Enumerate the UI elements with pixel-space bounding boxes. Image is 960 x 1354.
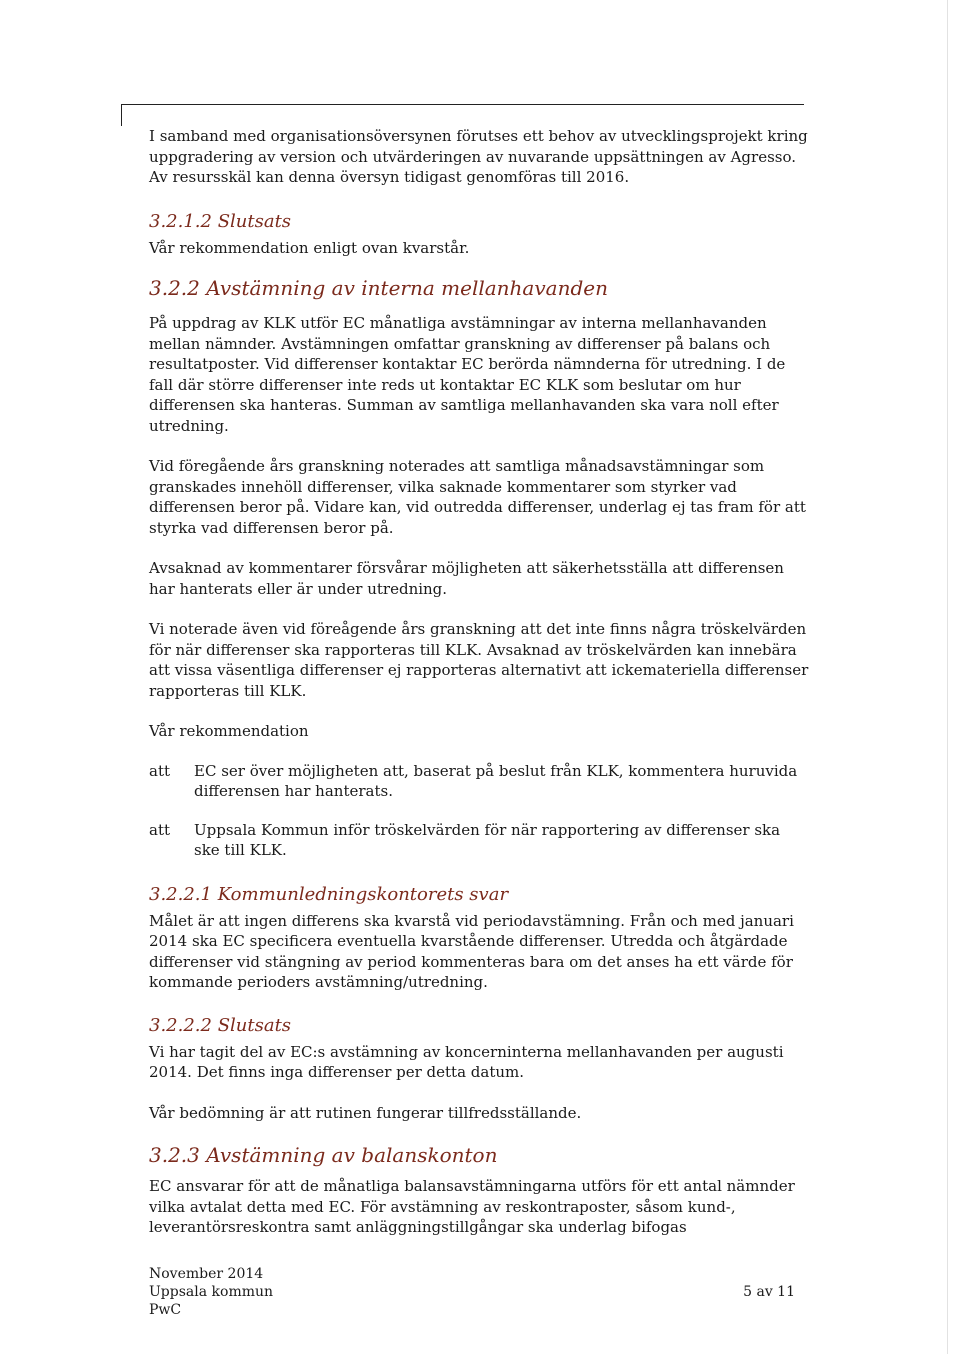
document-body bbox=[149, 126, 809, 1238]
recommendation-item bbox=[149, 820, 809, 861]
paragraph-avsaknad: Avsaknad av kommentarer försvårar möjligheten att säkerhetsställa att differensen har hanterats eller är under utredning. bbox=[149, 559, 784, 598]
paragraph-ec-avstamning: Vi har tagit del av EC:s avstämning av koncerninterna mellanhavanden per augusti 2014. Det finns inga differenser per detta datum. bbox=[149, 1042, 784, 1081]
page-footer bbox=[149, 1265, 795, 1319]
heading-3-2-3: 3.2.3 Avstämning av balanskonton bbox=[149, 1143, 498, 1167]
paragraph-troskel: Vi noterade även vid föreågende års granskning att det inte finns några tröskelvärden för när differenser ska rapporteras till KLK. Avsaknad av tröskelvärden kan innebära att vissa väsentliga differenser ej rapporteras alternativt att ickemateriella differenser rapporteras till KLK. bbox=[149, 620, 809, 700]
scan-edge bbox=[947, 0, 948, 1354]
intro-paragraph: I samband med organisationsöversynen förutses ett behov av utvecklingsprojekt kring uppgradering av version och utvärderingen av nuvarande uppsättningen av Agresso. Av resursskäl kan denna översyn tidigast genomföras till 2016. bbox=[149, 127, 808, 186]
paragraph-uppdrag: På uppdrag av KLK utför EC månatliga avstämningar av interna mellanhavanden mellan nämnder. Avstämningen omfattar granskning av differenser på balans och resultatposter. Vid differenser kontaktar EC berörda nämnderna för utredning. I de fall där större differenser inte reds ut kontaktar EC KLK som beslutar om hur differensen ska hanteras. Summan av samtliga mellanhavanden ska vara noll efter utredning. bbox=[149, 314, 786, 435]
recommendation-text: EC ser över möjligheten att, baserat på beslut från KLK, kommentera huruvida differensen har hanterats. bbox=[194, 761, 798, 800]
heading-3-2-2-2: 3.2.2.2 Slutsats bbox=[149, 1014, 292, 1036]
footer-date: November 2014 bbox=[149, 1266, 264, 1282]
top-rule bbox=[121, 104, 804, 105]
recommendation-text: Uppsala Kommun inför tröskelvärden för när rapportering av differenser ska ske till KLK. bbox=[194, 820, 781, 859]
recommendation-lead: att bbox=[149, 761, 170, 780]
top-rule-corner bbox=[121, 104, 122, 126]
recommendation-item bbox=[149, 761, 809, 802]
recommendation-title: Vår rekommendation bbox=[149, 722, 309, 740]
recommendation-lead: att bbox=[149, 820, 170, 839]
paragraph-kommunledning: Målet är att ingen differens ska kvarstå vid periodavstämning. Från och med januari 2014 ska EC specificera eventuella kvarstående differenser. Utredda och åtgärdade differenser vid stängning av period kommenteras bara om det anses ha ett värde för kommande perioders avstämning/utredning. bbox=[149, 911, 794, 991]
slutsats-text: Vår rekommendation enligt ovan kvarstår. bbox=[149, 238, 470, 257]
heading-3-2-2-1: 3.2.2.1 Kommunledningskontorets svar bbox=[149, 883, 509, 905]
heading-3-2-1-2: 3.2.1.2 Slutsats bbox=[149, 210, 292, 232]
footer-firm: PwC bbox=[149, 1302, 182, 1318]
paragraph-bedomning: Vår bedömning är att rutinen fungerar tillfredsställande. bbox=[149, 1103, 582, 1122]
page-number: 5 av 11 bbox=[743, 1284, 795, 1300]
footer-org: Uppsala kommun bbox=[149, 1284, 274, 1300]
heading-3-2-2: 3.2.2 Avstämning av interna mellanhavanden bbox=[149, 276, 608, 300]
paragraph-foregaende: Vid föregående års granskning noterades att samtliga månadsavstämningar som granskades innehöll differenser, vilka saknade kommentarer som styrker vad differensen beror på. Vidare kan, vid outredda differenser, underlag ej tas fram för att styrka vad differensen beror på. bbox=[149, 457, 806, 537]
paragraph-balanskonton: EC ansvarar för att de månatliga balansavstämningarna utförs för ett antal nämnder vilka avtalat detta med EC. För avstämning av reskontraposter, såsom kund-, leverantörsreskontra samt anläggningstillgångar ska underlag bifogas bbox=[149, 1177, 795, 1236]
